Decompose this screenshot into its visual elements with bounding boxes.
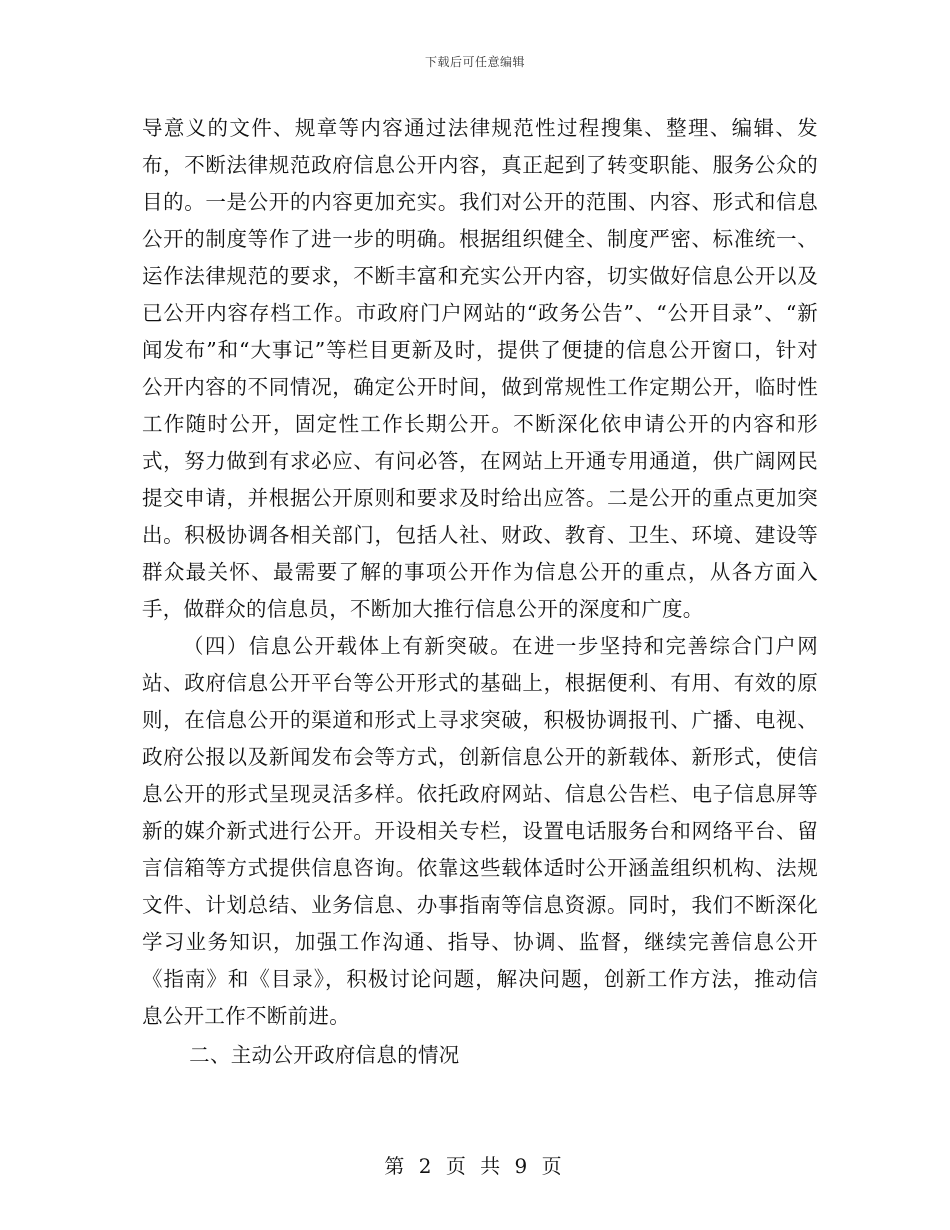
document-body (142, 110, 818, 1074)
page-number-footer: 第 2 页 共 9 页 (384, 1154, 566, 1178)
section-heading-two: 二、主动公开政府信息的情况 (189, 1043, 460, 1067)
paragraph-continued: 导意义的文件、规章等内容通过法律规范性过程搜集、整理、编辑、发布，不断法律规范政府信息公开内容，真正起到了转变职能、服务公众的目的。一是公开的内容更加充实。我们对公开的范围、内容、形式和信息公开的制度等作了进一步的明确。根据组织健全、制度严密、标准统一、运作法律规范的要求，不断丰富和充实公开内容，切实做好信息公开以及已公开内容存档工作。市政府门户网站的“政务公告”、“公开目录”、“新闻发布”和“大事记”等栏目更新及时，提供了便捷的信息公开窗口，针对公开内容的不同情况，确定公开时间，做到常规性工作定期公开，临时性工作随时公开，固定性工作长期公开。不断深化依申请公开的内容和形式，努力做到有求必应、有问必答，在网站上开通专用通道，供广阔网民提交申请，并根据公开原则和要求及时给出应答。二是公开的重点更加突出。积极协调各相关部门，包括人社、财政、教育、卫生、环境、建设等群众最关怀、最需要了解的事项公开作为信息公开的重点，从各方面入手，做群众的信息员，不断加大推行信息公开的深度和广度。 (142, 116, 818, 621)
paragraph-section-four: （四）信息公开载体上有新突破。在进一步坚持和完善综合门户网站、政府信息公开平台等公开形式的基础上，根据便利、有用、有效的原则，在信息公开的渠道和形式上寻求突破，积极协调报刊、广播、电视、政府公报以及新闻发布会等方式，创新信息公开的新载体、新形式，使信息公开的形式呈现灵活多样。依托政府网站、信息公告栏、电子信息屏等新的媒介新式进行公开。开设相关专栏，设置电话服务台和网络平台、留言信箱等方式提供信息咨询。依靠这些载体适时公开涵盖组织机构、法规文件、计划总结、业务信息、办事指南等信息资源。同时，我们不断深化学习业务知识，加强工作沟通、指导、协调、监督，继续完善信息公开《指南》和《目录》，积极讨论问题，解决问题，创新工作方法，推动信息公开工作不断前进。 (142, 634, 818, 1028)
page-header-note: 下载后可任意编辑 (424, 55, 525, 69)
